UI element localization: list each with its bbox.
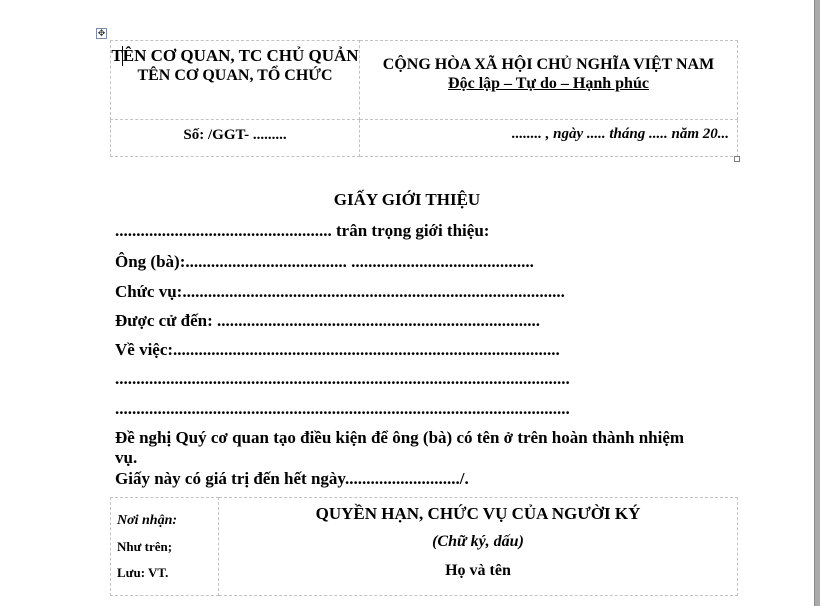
agency-cell[interactable] xyxy=(111,41,360,120)
date-line: ........ , ngày ..... tháng ..... năm 20... xyxy=(511,126,729,142)
national-heading-cell[interactable] xyxy=(360,41,738,120)
recipient-item: Như trên; xyxy=(117,539,173,554)
signer-cell[interactable] xyxy=(219,498,738,596)
agency-name: TÊN CƠ QUAN, TỔ CHỨC xyxy=(137,67,333,84)
republic-heading: CỘNG HÒA XÃ HỘI CHỦ NGHĨA VIỆT NAM xyxy=(382,56,715,73)
document-number: Số: /GGT- ......... xyxy=(183,127,287,143)
person-line: Ông (bà):...................................... ........................................... xyxy=(115,252,534,271)
recipient-item: Lưu: VT. xyxy=(117,565,169,580)
document-title: GIẤY GIỚI THIỆU xyxy=(333,190,481,209)
date-cell[interactable] xyxy=(360,120,738,157)
request-line-cont: vụ. xyxy=(115,448,138,467)
blank-line-2: ........................................................................................................... xyxy=(115,399,570,418)
recipients-cell[interactable] xyxy=(111,498,219,596)
blank-line-1: ........................................................................................................... xyxy=(115,369,570,388)
subject-line: Về việc:........................................................................................... xyxy=(115,340,560,359)
validity-line: Giấy này có giá trị đến hết ngày.........................../. xyxy=(115,469,469,488)
recipients-title: Nơi nhận: xyxy=(117,513,178,528)
doc-number-cell[interactable] xyxy=(111,120,360,157)
signer-full-name: Họ và tên xyxy=(445,562,511,579)
agency-parent-name: TÊN CƠ QUAN, TC CHỦ QUẢN xyxy=(111,46,359,65)
header-table xyxy=(110,40,738,157)
national-motto: Độc lập – Tự do – Hạnh phúc xyxy=(448,75,649,92)
position-line: Chức vụ:.......................................................................................... xyxy=(115,282,565,301)
intro-line: ................................................... trân trọng giới thiệu: xyxy=(115,221,490,240)
request-line: Đề nghị Quý cơ quan tạo điều kiện để ông (bà) có tên ở trên hoàn thành nhiệm xyxy=(115,428,685,447)
table-resize-handle-icon[interactable] xyxy=(734,156,740,162)
signer-authority: QUYỀN HẠN, CHỨC VỤ CỦA NGƯỜI KÝ xyxy=(315,504,641,523)
sent-to-line: Được cử đến: ............................................................................ xyxy=(115,311,541,330)
signature-note: (Chữ ký, dấu) xyxy=(432,533,524,550)
signature-table xyxy=(110,497,738,596)
table-move-handle-icon[interactable]: ✥ xyxy=(97,29,106,39)
